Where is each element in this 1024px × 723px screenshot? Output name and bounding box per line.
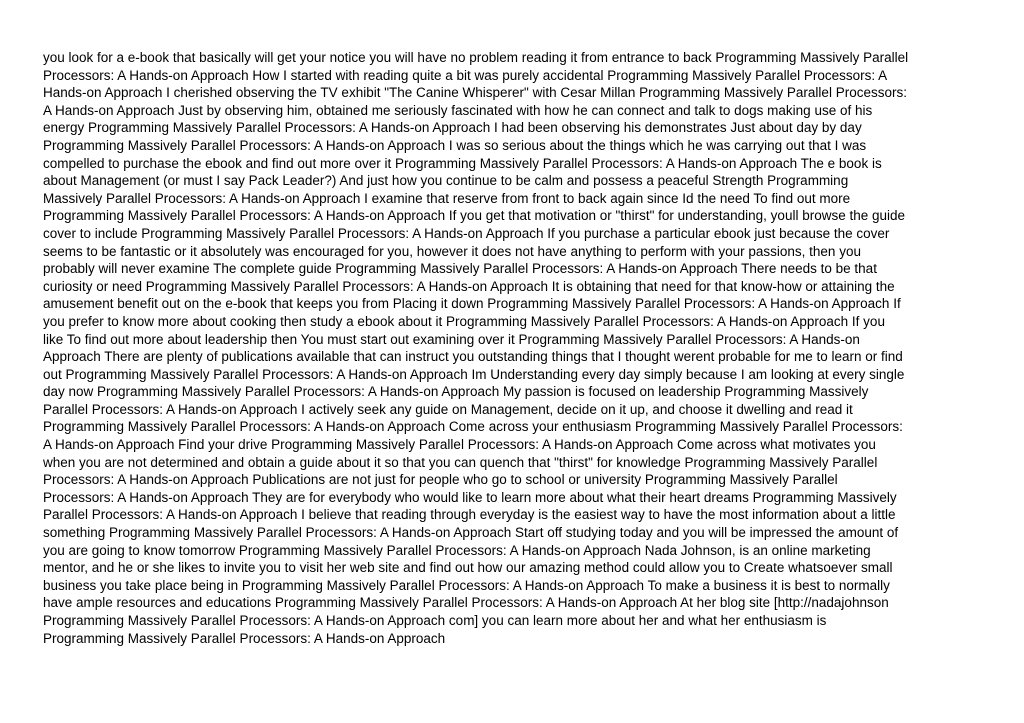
text-line: compelled to purchase the ebook and find out more over it Programming Massively Parallel Processors: A Hands-on Approach The e book is (43, 155, 882, 171)
text-line: Parallel Processors: A Hands-on Approach I actively seek any guide on Management, decide on it up, and choose it dwelling and read it (43, 401, 853, 417)
text-line: day now Programming Massively Parallel Processors: A Hands-on Approach My passion is focused on leadership Programming Massively (43, 384, 869, 400)
text-line: out Programming Massively Parallel Processors: A Hands-on Approach Im Understanding every day simply because I am looking at every single (43, 366, 905, 382)
text-line: Programming Massively Parallel Processors: A Hands-on Approach (43, 630, 446, 646)
text-line: A Hands-on Approach Find your drive Programming Massively Parallel Processors: A Hands-on Approach Come across what motivates you (43, 437, 876, 453)
text-line: probably will never examine The complete guide Programming Massively Parallel Processors: A Hands-on Approach There needs to be that (43, 261, 877, 277)
text-line: amusement benefit out on the e-book that keeps you from Placing it down Programming Massively Parallel Processors: A Hands-on Approach If (43, 296, 901, 312)
body-text (43, 49, 983, 647)
text-line: when you are not determined and obtain a guide about it so that you can quench that "thirst" for knowledge Programming Massively Parallel (43, 454, 878, 470)
text-line: Processors: A Hands-on Approach They are for everybody who would like to learn more about what their heart dreams Programming Massively (43, 489, 897, 505)
text-line: Processors: A Hands-on Approach Publications are not just for people who go to school or university Programming Massively Parallel (43, 472, 838, 488)
text-line: Programming Massively Parallel Processors: A Hands-on Approach com] you can learn more about her and what her enthusiasm is (43, 613, 827, 628)
text-line: Parallel Processors: A Hands-on Approach I believe that reading through everyday is the easiest way to have the most information about a little (43, 507, 896, 523)
text-line: Massively Parallel Processors: A Hands-on Approach I examine that reserve from front to back again since Id the need To find out more (43, 190, 851, 206)
text-line: have ample resources and educations Programming Massively Parallel Processors: A Hands-on Approach At her blog site [http://nadajohnson (43, 595, 889, 611)
text-line: you look for a e-book that basically will get your notice you will have no problem reading it from entrance to back Programming Massively Parallel (43, 50, 909, 65)
text-line: cover to include Programming Massively Parallel Processors: A Hands-on Approach If you purchase a particular ebook just because the cover (43, 225, 890, 241)
text-line: Hands-on Approach I cherished observing the TV exhibit "The Canine Whisperer" with Cesar Millan Programming Massively Parallel Processors: (43, 85, 907, 101)
text-line: seems to be fantastic or it absolutely was encouraged for you, however it does not have anything to perform with your passions, then you (43, 243, 861, 259)
text-line: Programming Massively Parallel Processors: A Hands-on Approach I was so serious about the things which he was carrying out that I was (43, 137, 867, 153)
text-line: about Management (or must I say Pack Leader?) And just how you continue to be calm and possess a peaceful Strength Programming (43, 173, 849, 189)
text-line: curiosity or need Programming Massively Parallel Processors: A Hands-on Approach It is obtaining that need for that know-how or attaining the (43, 278, 895, 294)
text-line: business you take place being in Programming Massively Parallel Processors: A Hands-on Approach To make a business it is best to normally (43, 577, 890, 593)
text-line: mentor, and he or she likes to invite you to visit her web site and find out how our amazing method could allow you to Create whatsoever small (43, 560, 893, 576)
text-line: Programming Massively Parallel Processors: A Hands-on Approach If you get that motivation or "thirst" for understanding, youll browse the guide (43, 208, 906, 224)
text-line: Processors: A Hands-on Approach How I started with reading quite a bit was purely accidental Programming Massively Parallel Processors: A (43, 67, 888, 83)
text-line: energy Programming Massively Parallel Processors: A Hands-on Approach I had been observing his demonstrates Just about day by day (43, 120, 862, 136)
text-line: you prefer to know more about cooking then study a ebook about it Programming Massively Parallel Processors: A Hands-on Approach If you (43, 313, 885, 329)
text-line: you are going to know tomorrow Programming Massively Parallel Processors: A Hands-on Approach Nada Johnson, is an online marketing (43, 542, 871, 558)
text-line: Approach There are plenty of publications available that can instruct you outstanding things that I thought werent probable for me to learn or find (43, 349, 903, 365)
text-line: something Programming Massively Parallel Processors: A Hands-on Approach Start off studying today and you will be impressed the amount of (43, 525, 899, 541)
text-line: like To find out more about leadership then You must start out examining over it Programming Massively Parallel Processors: A Hands-on (43, 331, 860, 347)
text-line: A Hands-on Approach Just by observing him, obtained me seriously fascinated with how he can connect and talk to dogs making use of his (43, 102, 873, 118)
text-line: Programming Massively Parallel Processors: A Hands-on Approach Come across your enthusiasm Programming Massively Parallel Processors: (43, 419, 903, 435)
